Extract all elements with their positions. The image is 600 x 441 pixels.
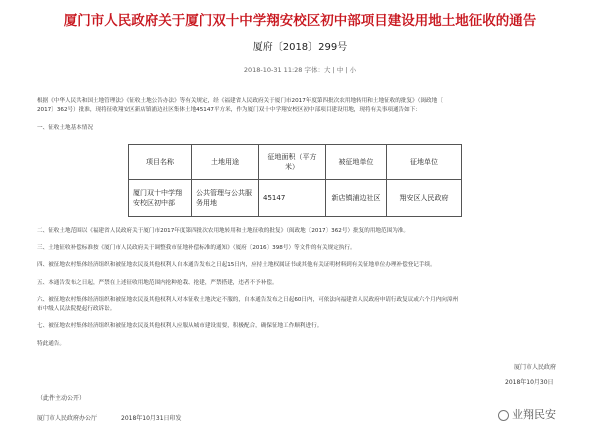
header-expropriating-unit: 征地单位	[387, 145, 462, 180]
land-expropriation-table	[128, 144, 462, 217]
cell-project-name: 厦门双十中学翔安校区初中部	[129, 180, 192, 217]
paragraph-6-line-2: 市中级人民法院提起行政诉讼。	[37, 306, 116, 312]
font-size-large-link[interactable]: 大	[323, 66, 331, 74]
cell-land-use: 公共管理与公共服务用地	[192, 180, 259, 217]
watermark-text: 业翔民安	[512, 408, 556, 421]
table-header-row	[129, 145, 462, 180]
header-area: 征地面积（平方米）	[259, 145, 326, 180]
table-row	[129, 180, 462, 217]
closing-line: 特此通告。	[37, 341, 65, 347]
footer-print-date: 2018年10月31日印发	[121, 415, 182, 422]
notice-title: 厦门市人民政府关于厦门双十中学翔安校区初中部项目建设用地土地征收的通告	[63, 13, 537, 29]
paragraph-6-line-1: 六、被征地农村集体经济组织和被征地农民及其他权利人对本征收土地决定不服的，自本通告发布之日起60日内，可依法向福建省人民政府申请行政复议或六个月内向漳州	[37, 297, 459, 303]
watermark	[498, 406, 556, 422]
issue-date: 2018年10月30日	[505, 379, 554, 386]
intro-paragraph-line-1: 根据《中华人民共和国土地管理法》《征收土地公告办法》等有关规定，经《福建省人民政府关于厦门市2017年度第四批次农用地转用和土地征收的批复》（闽政地〔	[37, 98, 443, 104]
cell-expropriating-unit: 翔安区人民政府	[387, 180, 462, 217]
paragraph-5: 五、本通告发布之日起，严禁在上述征收用地范围内抢种抢栽、抢建，严禁搭建，违者不予补偿。	[37, 280, 278, 286]
paragraph-3: 三、土地征收补偿标准按《厦门市人民政府关于调整我市征地补偿标准的通知》（厦府〔2016〕398号）等文件的有关规定执行。	[37, 245, 356, 251]
date-and-font-controls: 2018-10-31 11:28 字体：大 | 中 | 小	[243, 66, 357, 74]
footer-office: 厦门市人民政府办公厅	[37, 415, 98, 422]
intro-paragraph-line-2: 2017〕362号）批准，现将征收翔安区新店镇浦边社区集体土地45147平方米，作为厦门双十中学翔安校区初中部项目建设用地，现将有关事项通告如下：	[37, 107, 421, 113]
font-size-small-link[interactable]: 小	[349, 66, 357, 74]
paragraph-7: 七、被征地农村集体经济组织和被征地农民及其他权利人应服从城市建设需要，积极配合，确保征地工作顺利进行。	[37, 323, 323, 329]
section-heading-land-info: 一、征收土地基本情况	[37, 125, 93, 131]
issuer-name: 厦门市人民政府	[514, 364, 557, 371]
cell-expropriated-unit: 新店镇浦边社区	[326, 180, 387, 217]
font-size-medium-link[interactable]: 中	[336, 66, 344, 74]
cell-area: 45147	[259, 180, 326, 217]
header-land-use: 土地用途	[192, 145, 259, 180]
paragraph-4: 四、被征地农村集体经济组织和被征地农民及其他权利人自本通告发布之日起15日内，应持土地权属证书或其他有关证明材料到有关征地单位办理补偿登记手续。	[37, 262, 436, 268]
header-expropriated-unit: 被征地单位	[326, 145, 387, 180]
public-disclosure-note: （此件主动公开）	[37, 395, 86, 402]
document-number: 厦府〔2018〕299号	[252, 42, 348, 53]
paragraph-2: 二、征收土地范围以《福建省人民政府关于厦门市2017年度第四批次农用地转用和土地征收的批复》（闽政地〔2017〕362号）批复的用地范围为准。	[37, 228, 409, 234]
publish-date: 2018-10-31 11:28 字体：	[243, 66, 324, 74]
header-project-name: 项目名称	[129, 145, 192, 180]
wechat-icon	[498, 410, 509, 421]
